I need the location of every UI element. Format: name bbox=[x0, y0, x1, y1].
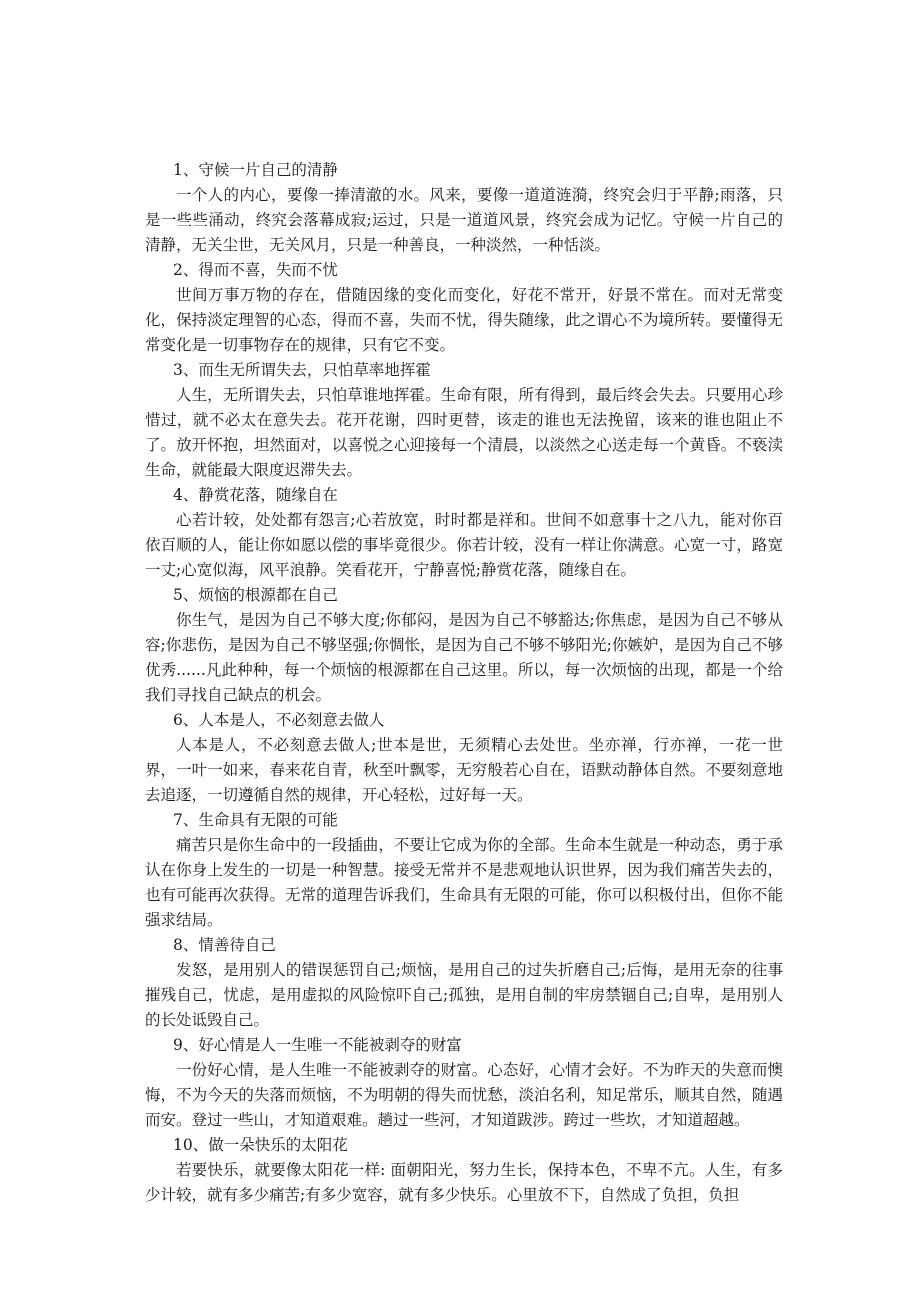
section-paragraph: 痛苦只是你生命中的一段插曲，不要让它成为你的全部。生命本生就是一种动态，勇于承认在你身上发生的一切是一种智慧。接受无常并不是悲观地认识世界，因为我们痛苦失去的，也有可能再次获得。无常的道理告诉我们，生命具有无限的可能，你可以积极付出，但你不能强求结局。 bbox=[145, 836, 783, 929]
section-paragraph: 若要快乐，就要像太阳花一样: 面朝阳光，努力生长，保持本色，不卑不亢。人生，有多少计较，就有多少痛苦;有多少宽容，就有多少快乐。心里放不下，自然成了负担，负担 bbox=[145, 1161, 783, 1204]
section-heading: 1、守候一片自己的清静 bbox=[173, 161, 338, 179]
section-2 bbox=[145, 258, 783, 358]
section-heading: 5、烦恼的根源都在自己 bbox=[173, 586, 338, 604]
section-paragraph: 你生气，是因为自己不够大度;你郁闷，是因为自己不够豁达;你焦虑，是因为自己不够从容;你悲伤，是因为自己不够坚强;你惆怅，是因为自己不够不够阳光;你嫉妒，是因为自己不够优秀......凡此种种，每一个烦恼的根源都在自己这里。所以，每一次烦恼的出现，都是一个给我们寻找自己缺点的机会。 bbox=[145, 611, 783, 704]
section-paragraph: 世间万事万物的存在，借随因缘的变化而变化，好花不常开，好景不常在。而对无常变化，保持淡定理智的心态，得而不喜，失而不忧，得失随缘，此之谓心不为境所转。要懂得无常变化是一切事物存在的规律，只有它不变。 bbox=[145, 286, 783, 354]
document-page bbox=[145, 158, 783, 1208]
section-10 bbox=[145, 1133, 783, 1208]
section-6 bbox=[145, 708, 783, 808]
section-heading: 8、情善待自己 bbox=[173, 936, 276, 954]
section-5 bbox=[145, 583, 783, 708]
section-heading: 7、生命具有无限的可能 bbox=[173, 811, 338, 829]
section-paragraph: 人本是人，不必刻意去做人;世本是世，无须精心去处世。坐亦禅，行亦禅，一花一世界，一叶一如来，春来花自青，秋至叶飘零，无穷般若心自在，语默动静体自然。不要刻意地去追逐，一切遵循自然的规律，开心轻松，过好每一天。 bbox=[145, 736, 783, 804]
section-3 bbox=[145, 358, 783, 483]
section-heading: 3、而生无所谓失去，只怕草率地挥霍 bbox=[173, 361, 431, 379]
section-heading: 10、做一朵快乐的太阳花 bbox=[173, 1136, 348, 1154]
section-paragraph: 一个人的内心，要像一捧清澈的水。风来，要像一道道涟漪，终究会归于平静;雨落，只是一些些涌动，终究会落幕成寂;运过，只是一道道风景，终究会成为记忆。守候一片自己的清静，无关尘世，无关风月，只是一种善良，一种淡然，一种恬淡。 bbox=[145, 186, 783, 254]
section-8 bbox=[145, 933, 783, 1033]
section-paragraph: 一份好心情，是人生唯一不能被剥夺的财富。心态好，心情才会好。不为昨天的失意而懊悔，不为今天的失落而烦恼，不为明朝的得失而忧愁，淡泊名利，知足常乐，顺其自然，随遇而安。登过一些山，才知道艰难。趟过一些河，才知道跋涉。跨过一些坎，才知道超越。 bbox=[145, 1061, 783, 1129]
section-heading: 2、得而不喜，失而不忧 bbox=[173, 261, 338, 279]
section-1 bbox=[145, 158, 783, 258]
section-heading: 4、静赏花落，随缘自在 bbox=[173, 486, 338, 504]
section-paragraph: 人生，无所谓失去，只怕草谁地挥霍。生命有限，所有得到，最后终会失去。只要用心珍惜过，就不必太在意失去。花开花谢，四时更替，该走的谁也无法挽留，该来的谁也阻止不了。放开怀抱，坦然面对，以喜悦之心迎接每一个清晨，以淡然之心送走每一个黄昏。不亵渎生命，就能最大限度迟滞失去。 bbox=[145, 386, 783, 479]
section-7 bbox=[145, 808, 783, 933]
section-heading: 9、好心情是人一生唯一不能被剥夺的财富 bbox=[173, 1036, 462, 1054]
section-heading: 6、人本是人，不必刻意去做人 bbox=[173, 711, 385, 729]
section-paragraph: 心若计较，处处都有怨言;心若放宽，时时都是祥和。世间不如意事十之八九，能对你百依百顺的人，能让你如愿以偿的事毕竟很少。你若计较，没有一样让你满意。心宽一寸，路宽一丈;心宽似海，风平浪静。笑看花开，宁静喜悦;静赏花落，随缘自在。 bbox=[145, 511, 783, 579]
section-9 bbox=[145, 1033, 783, 1133]
section-4 bbox=[145, 483, 783, 583]
section-paragraph: 发怒，是用别人的错误惩罚自己;烦恼，是用自己的过失折磨自己;后悔，是用无奈的往事摧残自己，忧虑，是用虚拟的风险惊吓自己;孤独，是用自制的牢房禁锢自己;自卑，是用别人的长处诋毁自己。 bbox=[145, 961, 783, 1029]
